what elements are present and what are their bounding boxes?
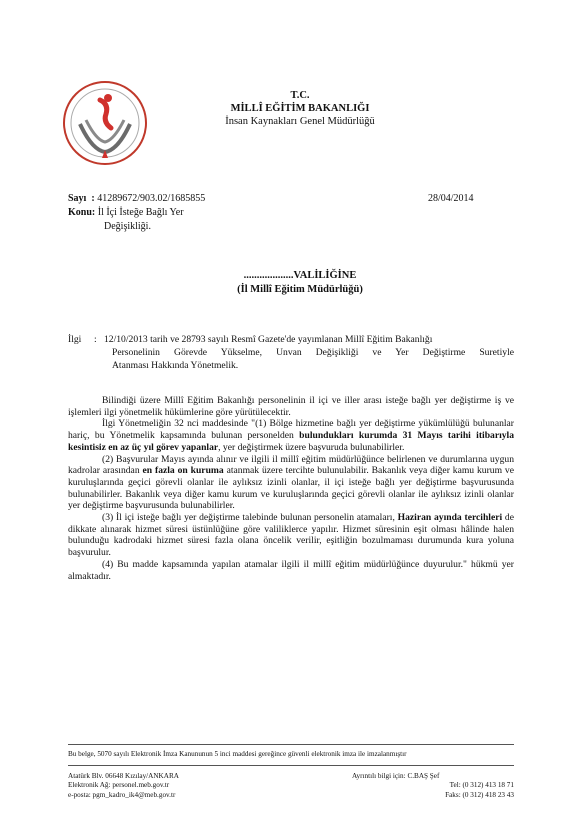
paragraph-2: İlgi Yönetmeliğin 32 nci maddesinde "(1) Bölge hizmetine bağlı yer değiştirme yükümlülüğü bulunanlar hariç, bu Yönetmelik kapsamında bulunan personelden bulundukları kurumda 31 Mayıs tarihi itibarıyla kesintisiz en az üç yıl görev yapanlar, yer değiştirmek üzere başvuruda bulunabilirler. (68, 418, 515, 453)
paragraph-4: (3) İl içi isteğe bağlı yer değiştirme talebinde bulunan personelin atamaları, Haziran ayında tercihleri de dikkate alınarak hizmet süresi üstünlüğüne göre valiliklerce yapılır. Hizmet süresinin eşit olması hâlinde halen bulunduğu kadrodaki hizmet süresi fazla olana öncelik verilir, eşitliğin bozulmaması durumunda kura yoluna başvurulur. (68, 512, 514, 559)
footer-address: Atatürk Blv. 06648 Kızılay/ANKARA (68, 772, 179, 780)
addressee-line1: ...................VALİLİĞİNE (243, 270, 357, 281)
footer-divider-bottom (68, 765, 514, 766)
konu-value-2: Değişikliği. (104, 221, 151, 232)
ilgi-line1: 12/10/2013 tarih ve 28793 sayılı Resmî Gazete'de yayımlanan Millî Eğitim Bakanlığı (104, 334, 433, 345)
addressee-line2: (İl Millî Eğitim Müdürlüğü) (237, 284, 363, 295)
paragraph-2-bold: bulundukları kurumda 31 Mayıs tarihi itibarıyla kesintisiz en az üç yıl görev yapanlar (68, 430, 515, 453)
letterhead (150, 89, 450, 128)
konu-label: Konu: (68, 207, 96, 218)
sayi-line: Sayı : 41289672/903.02/1685855 (68, 193, 206, 204)
konu-line (68, 206, 184, 219)
addressee (140, 269, 460, 297)
sayi-value: 41289672/903.02/1685855 (97, 193, 206, 204)
footer-divider-top (68, 744, 514, 745)
footer-tel: Tel: (0 312) 413 18 71 (449, 781, 514, 790)
paragraph-1: Bilindiği üzere Millî Eğitim Bakanlığı personelinin il içi ve iller arası isteğe bağlı yer değiştirme iş ve işlemleri ilgi yönetmelik hükümlerine göre yürütülecektir. (68, 395, 514, 418)
paragraph-5: (4) Bu madde kapsamında yapılan atamalar ilgili il millî eğitim müdürlüğünce duyurulur." hükmü yer almaktadır. (68, 558, 514, 582)
footer-right (352, 772, 514, 800)
letter-body (68, 395, 514, 582)
footer-left (68, 772, 179, 800)
footer-contact: Ayrıntılı bilgi için: C.BAŞ Şef (352, 772, 440, 780)
ilgi-line3: Atanması Hakkında Yönetmelik. (112, 360, 239, 371)
paragraph-3-bold: en fazla on kuruma (142, 465, 224, 477)
ministry-logo (62, 80, 148, 166)
ilgi-line2: Personelinin Görevde Yükselme, Unvan Değişikliği ve Yer Değiştirme Suretiyle (112, 347, 514, 358)
footer-web[interactable]: Elektronik Ağ: personel.meb.gov.tr (68, 781, 170, 790)
esign-notice: Bu belge, 5070 sayılı Elektronik İmza Kanununun 5 inci maddesi gereğince güvenli elektronik imza ile imzalanmıştır (68, 750, 407, 758)
sayi-label: Sayı (68, 193, 87, 204)
letterhead-ministry: MİLLÎ EĞİTİM BAKANLIĞI (230, 103, 370, 114)
paragraph-4-bold: Haziran ayında tercihleri (397, 512, 503, 524)
footer-fax: Faks: (0 312) 418 23 43 (445, 790, 514, 799)
konu-value-1: İl İçi İsteğe Bağlı Yer (97, 207, 184, 218)
ilgi-label: İlgi (68, 334, 82, 345)
paragraph-3: (2) Başvurular Mayıs ayında alınır ve ilgili il millî eğitim müdürlüğünce belirlenen ve durumlarına uygun kadrolar arasından en fazla on kuruma atanmak üzere tercihte bulunulabilir. Bakanlık veya diğer kamu kurum ve kuruluşlarında geçici görevli olanlar ile aylıksız izinli olanlar, il içi isteğe bağlı yer değiştirme başvurusunda bulunabilirler. Bakanlık veya diğer kamu kurum ve kuruluşlarında geçici görevli olanlar ile aylıksız izinli olanlar yer değiştirme başvurusunda bulunabilirler. (68, 453, 514, 512)
ilgi-label-row (68, 334, 104, 346)
ilgi-separator: : (94, 334, 97, 345)
footer-email[interactable]: e-posta: pgm_kadro_ik4@meb.gov.tr (68, 790, 176, 799)
letterhead-department: İnsan Kaynakları Genel Müdürlüğü (225, 116, 375, 127)
document-date: 28/04/2014 (428, 193, 474, 204)
letterhead-tc: T.C. (290, 90, 310, 101)
